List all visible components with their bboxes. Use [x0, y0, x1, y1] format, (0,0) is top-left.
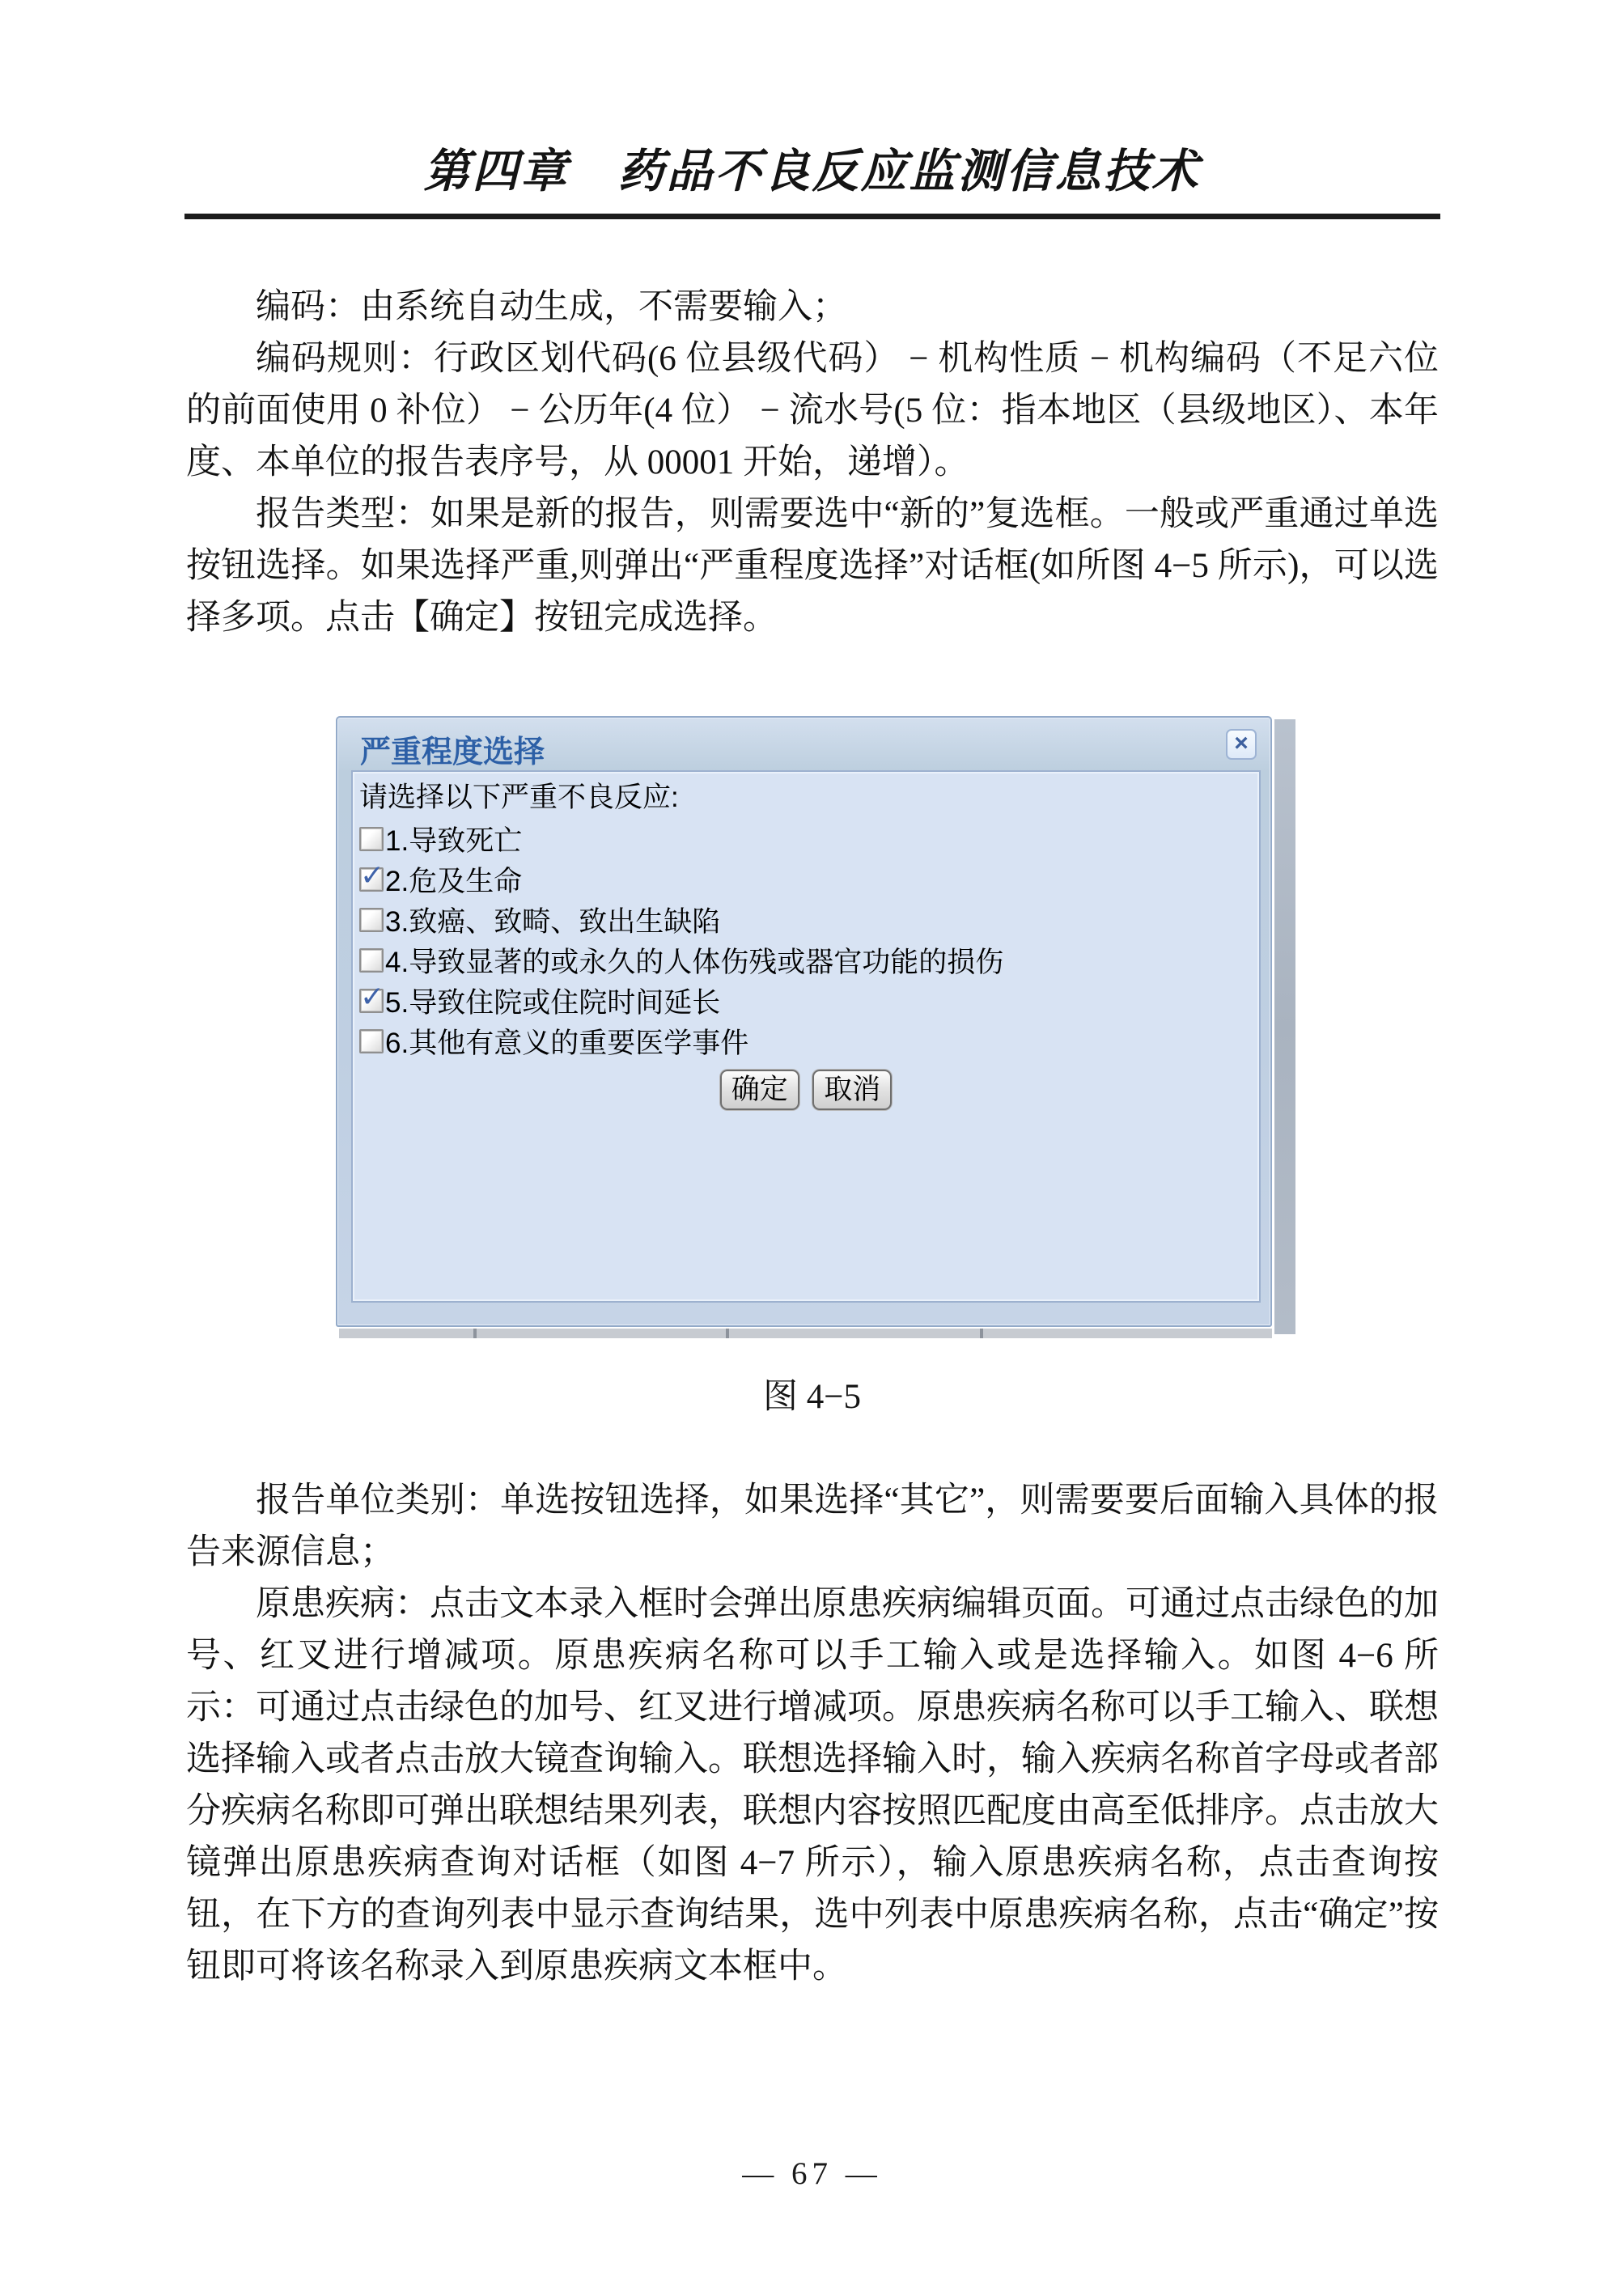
body-text-bottom [186, 1475, 1439, 1993]
option-label: 2.危及生命 [385, 866, 523, 897]
option-row-other-event [359, 1021, 1259, 1062]
table-line-fragment [980, 1329, 983, 1338]
body-text-top [186, 282, 1439, 644]
table-line-fragment [726, 1329, 729, 1338]
checkbox-life-threatening[interactable] [359, 867, 384, 892]
dialog-title: 严重程度选择 [360, 735, 545, 769]
dialog-button-row [353, 1070, 1259, 1110]
figure-4-5-screenshot [336, 716, 1295, 1338]
option-row-hospitalization [359, 981, 1259, 1021]
option-row-death [359, 819, 1259, 859]
paragraph-report-type: 报告类型：如果是新的报告，则需要选中“新的”复选框。一般或严重通过单选按钮选择。如果选择严重,则弹出“严重程度选择”对话框(如所图 4−5 所示)，可以选择多项。点击【确定】按钮完成选择。 [186, 495, 1439, 637]
paragraph-coding: 编码：由系统自动生成，不需要输入； [256, 288, 847, 326]
screenshot-background-strip [1274, 719, 1295, 1334]
dialog-prompt: 请选择以下严重不良反应: [359, 782, 679, 813]
paragraph-coding-rule: 编码规则：行政区划代码(6 位县级代码） − 机构性质 − 机构编码（不足六位的前面使用 0 补位） − 公历年(4 位） − 流水号(5 位：指本地区（县级地区）、本年度、本单位的报告表序号，从 00001 开始，递增）。 [186, 340, 1439, 481]
option-row-disability [359, 940, 1259, 981]
checkbox-hospitalization[interactable] [359, 989, 384, 1013]
page-number: — 67 — [742, 2156, 882, 2191]
table-line-fragment [473, 1329, 477, 1338]
option-label: 6.其他有意义的重要医学事件 [385, 1028, 749, 1059]
checkbox-death[interactable] [359, 827, 384, 851]
option-label: 4.导致显著的或永久的人体伤残或器官功能的损伤 [385, 947, 1004, 978]
checkbox-carcinogenic[interactable] [359, 908, 384, 932]
option-label: 1.导致死亡 [385, 825, 523, 857]
chapter-title: 第四章 药品不良反应监测信息技术 [423, 146, 1201, 197]
paragraph-report-unit: 报告单位类别：单选按钮选择，如果选择“其它”，则需要要后面输入具体的报告来源信息； [186, 1481, 1439, 1571]
checkbox-disability[interactable] [359, 948, 384, 973]
paragraph-original-disease: 原患疾病：点击文本录入框时会弹出原患疾病编辑页面。可通过点击绿色的加号、红叉进行增减项。原患疾病名称可以手工输入或是选择输入。如图 4−6 所示：可通过点击绿色的加号、红叉进行增减项。原患疾病名称可以手工输入、联想选择输入或者点击放大镜查询输入。联想选择输入时，输入疾病名称首字母或者部分疾病名称即可弹出联想结果列表，联想内容按照匹配度由高至低排序。点击放大镜弹出原患疾病查询对话框（如图 4−7 所示），输入原患疾病名称，点击查询按钮，在下方的查询列表中显示查询结果，选中列表中原患疾病名称，点击“确定”按钮即可将该名称录入到原患疾病文本框中。 [186, 1585, 1439, 1986]
option-row-life-threatening [359, 859, 1259, 900]
checkbox-other-event[interactable] [359, 1029, 384, 1053]
dialog-content-panel [351, 770, 1261, 1303]
ok-button[interactable]: 确定 [720, 1070, 799, 1110]
dialog-titlebar [337, 718, 1270, 769]
close-icon[interactable]: × [1226, 729, 1257, 760]
figure-caption: 图 4−5 [762, 1378, 861, 1416]
screenshot-bottom-strip [339, 1329, 1272, 1338]
header-rule [184, 214, 1440, 219]
option-label: 3.致癌、致畸、致出生缺陷 [385, 906, 721, 938]
severity-dialog [336, 716, 1272, 1327]
cancel-button[interactable]: 取消 [812, 1070, 892, 1110]
option-row-carcinogenic [359, 900, 1259, 940]
option-label: 5.导致住院或住院时间延长 [385, 987, 721, 1019]
